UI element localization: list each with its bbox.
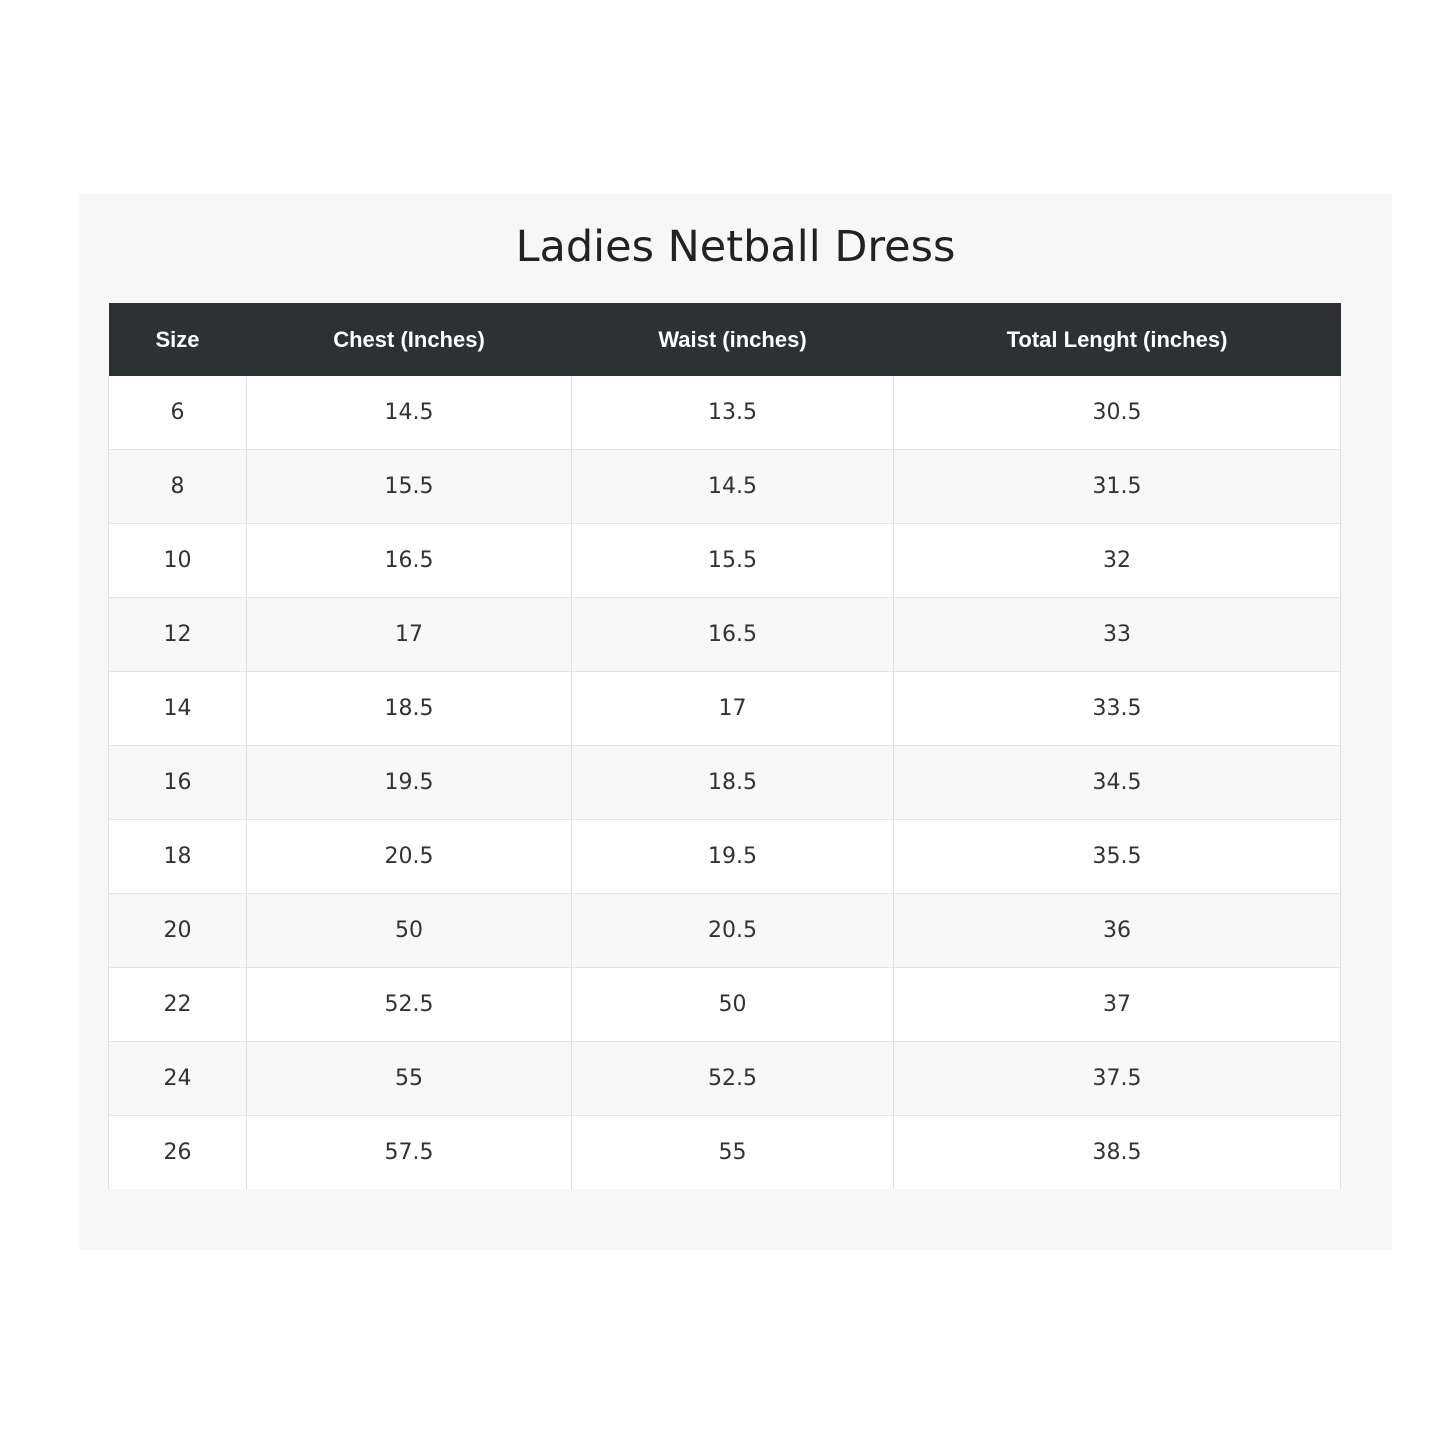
cell-total-length: 35.5 — [894, 820, 1341, 894]
cell-waist: 17 — [572, 672, 894, 746]
cell-waist: 14.5 — [572, 450, 894, 524]
cell-total-length: 37 — [894, 968, 1341, 1042]
table-row — [109, 746, 1341, 820]
table-row — [109, 598, 1341, 672]
cell-chest: 50 — [247, 894, 572, 968]
cell-waist: 18.5 — [572, 746, 894, 820]
cell-total-length: 31.5 — [894, 450, 1341, 524]
cell-size: 14 — [109, 672, 247, 746]
cell-total-length: 30.5 — [894, 376, 1341, 450]
cell-waist: 15.5 — [572, 524, 894, 598]
cell-total-length: 38.5 — [894, 1116, 1341, 1190]
column-header-waist: Waist (inches) — [658, 326, 807, 352]
cell-waist: 55 — [572, 1116, 894, 1190]
cell-size: 26 — [109, 1116, 247, 1190]
cell-chest: 52.5 — [247, 968, 572, 1042]
cell-size: 24 — [109, 1042, 247, 1116]
cell-total-length: 37.5 — [894, 1042, 1341, 1116]
size-chart-panel — [79, 194, 1392, 1250]
cell-waist: 16.5 — [572, 598, 894, 672]
cell-waist: 19.5 — [572, 820, 894, 894]
cell-chest: 14.5 — [247, 376, 572, 450]
table-header-row — [109, 303, 1341, 376]
cell-chest: 16.5 — [247, 524, 572, 598]
table-row — [109, 820, 1341, 894]
table-row — [109, 524, 1341, 598]
cell-waist: 20.5 — [572, 894, 894, 968]
column-header-total-length: Total Lenght (inches) — [1006, 326, 1228, 352]
table-row — [109, 968, 1341, 1042]
table-row — [109, 894, 1341, 968]
cell-size: 18 — [109, 820, 247, 894]
cell-waist: 52.5 — [572, 1042, 894, 1116]
cell-size: 22 — [109, 968, 247, 1042]
cell-total-length: 33 — [894, 598, 1341, 672]
cell-waist: 13.5 — [572, 376, 894, 450]
table-row — [109, 672, 1341, 746]
cell-size: 6 — [109, 376, 247, 450]
cell-total-length: 36 — [894, 894, 1341, 968]
cell-chest: 15.5 — [247, 450, 572, 524]
table-row — [109, 1116, 1341, 1190]
cell-chest: 17 — [247, 598, 572, 672]
page-title: Ladies Netball Dress — [515, 222, 956, 272]
cell-chest: 19.5 — [247, 746, 572, 820]
cell-size: 12 — [109, 598, 247, 672]
table-row — [109, 376, 1341, 450]
cell-size: 10 — [109, 524, 247, 598]
cell-size: 16 — [109, 746, 247, 820]
cell-chest: 18.5 — [247, 672, 572, 746]
cell-chest: 20.5 — [247, 820, 572, 894]
cell-waist: 50 — [572, 968, 894, 1042]
table-row — [109, 450, 1341, 524]
column-header-size: Size — [155, 326, 200, 352]
cell-size: 20 — [109, 894, 247, 968]
cell-chest: 57.5 — [247, 1116, 572, 1190]
table-row — [109, 1042, 1341, 1116]
cell-total-length: 33.5 — [894, 672, 1341, 746]
cell-chest: 55 — [247, 1042, 572, 1116]
column-header-chest: Chest (Inches) — [333, 326, 485, 352]
cell-size: 8 — [109, 450, 247, 524]
cell-total-length: 32 — [894, 524, 1341, 598]
cell-total-length: 34.5 — [894, 746, 1341, 820]
size-chart-table — [108, 303, 1341, 1189]
